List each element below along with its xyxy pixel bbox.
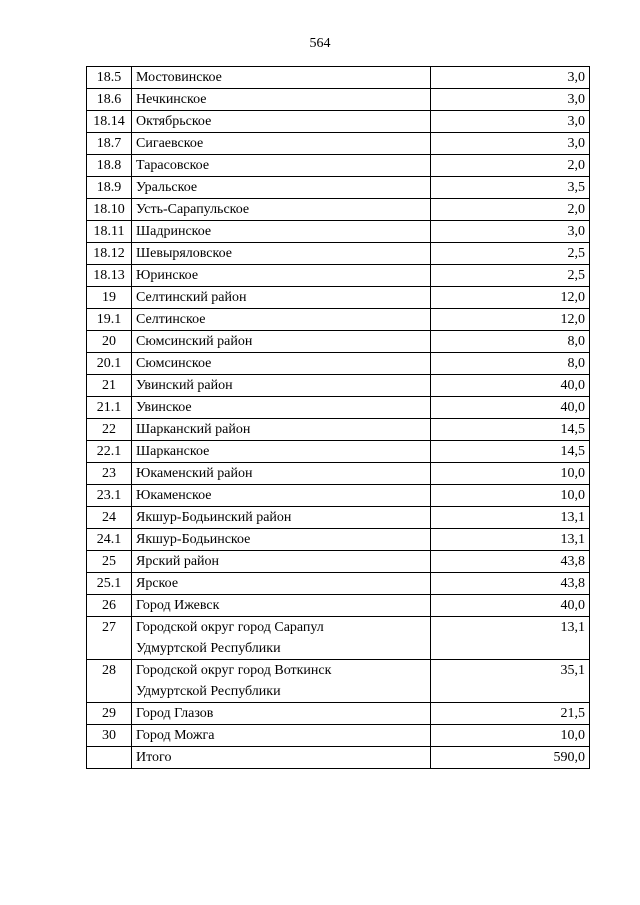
allocation-table [86,66,590,769]
row-value: 3,0 [431,89,590,111]
row-name [132,551,431,573]
table-row [87,309,590,331]
row-number: 20.1 [87,353,132,375]
row-name-line: Шевыряловское [136,246,232,261]
row-name-line: Удмуртской Республики [136,641,281,656]
row-name [132,375,431,397]
row-name-line: Сюмсинский район [136,334,253,349]
row-number: 18.8 [87,155,132,177]
row-number: 18.9 [87,177,132,199]
row-name [132,441,431,463]
row-number: 18.11 [87,221,132,243]
row-value: 40,0 [431,375,590,397]
row-value: 2,0 [431,199,590,221]
page-number: 564 [309,36,331,51]
row-number: 22.1 [87,441,132,463]
row-name-line: Ярское [136,576,179,591]
row-name [132,331,431,353]
row-name-line: Тарасовское [136,158,210,173]
row-name-line: Город Ижевск [136,598,220,613]
row-number: 19 [87,287,132,309]
row-name [132,243,431,265]
table-row [87,331,590,353]
row-name [132,287,431,309]
table-row [87,660,590,703]
row-value: 3,0 [431,67,590,89]
row-name-line: Селтинское [136,312,206,327]
row-name [132,199,431,221]
row-value: 13,1 [431,529,590,551]
row-name [132,67,431,89]
table-row [87,375,590,397]
row-name-line: Увинский район [136,378,233,393]
table-row [87,507,590,529]
table-row [87,595,590,617]
row-name [132,89,431,111]
row-value: 2,5 [431,243,590,265]
row-value: 35,1 [431,660,590,703]
table-row [87,199,590,221]
row-name-line: Город Глазов [136,706,214,721]
row-name [132,463,431,485]
row-name [132,155,431,177]
row-name [132,419,431,441]
row-value: 3,0 [431,111,590,133]
row-name-line: Якшур-Бодьинское [136,532,251,547]
row-value: 10,0 [431,725,590,747]
row-name-line: Сигаевское [136,136,204,151]
table-row [87,703,590,725]
table-row [87,463,590,485]
row-name-line: Усть-Сарапульское [136,202,250,217]
table-row [87,221,590,243]
table-row [87,89,590,111]
row-value: 3,0 [431,221,590,243]
row-value: 43,8 [431,551,590,573]
table-row [87,397,590,419]
row-name [132,111,431,133]
row-number: 18.7 [87,133,132,155]
row-name-line: Юкаменский район [136,466,253,481]
row-name-line: Мостовинское [136,70,222,85]
row-name [132,725,431,747]
row-value: 3,5 [431,177,590,199]
row-name-line: Удмуртской Республики [136,684,281,699]
row-name [132,529,431,551]
row-name [132,133,431,155]
row-number: 27 [87,617,132,660]
row-number [87,747,132,769]
row-value: 40,0 [431,397,590,419]
row-name-line: Шарканский район [136,422,251,437]
row-name-line: Городской округ город Сарапул [136,620,324,635]
row-value: 14,5 [431,419,590,441]
row-value: 14,5 [431,441,590,463]
table-row [87,177,590,199]
row-number: 23.1 [87,485,132,507]
row-name-line: Юринское [136,268,199,283]
row-name-line: Городской округ город Воткинск [136,663,332,678]
row-number: 28 [87,660,132,703]
row-name-line: Ярский район [136,554,220,569]
row-name-line: Шадринское [136,224,212,239]
row-name [132,507,431,529]
row-name [132,221,431,243]
row-name [132,617,431,660]
table-row [87,529,590,551]
row-name [132,309,431,331]
table-row [87,747,590,769]
row-name-line: Селтинский район [136,290,247,305]
table-row [87,265,590,287]
row-number: 18.6 [87,89,132,111]
row-number: 26 [87,595,132,617]
row-number: 24.1 [87,529,132,551]
row-value: 13,1 [431,617,590,660]
row-name-line: Шарканское [136,444,210,459]
row-number: 18.5 [87,67,132,89]
row-number: 19.1 [87,309,132,331]
row-value: 2,5 [431,265,590,287]
row-name [132,660,431,703]
row-name [132,595,431,617]
table-row [87,67,590,89]
table-row [87,155,590,177]
row-value: 8,0 [431,353,590,375]
table-body [87,67,590,769]
row-value: 12,0 [431,287,590,309]
table-row [87,353,590,375]
table-row [87,243,590,265]
row-value: 10,0 [431,485,590,507]
table-row [87,485,590,507]
table-row [87,573,590,595]
row-number: 18.10 [87,199,132,221]
row-name [132,265,431,287]
row-value: 3,0 [431,133,590,155]
row-name-line: Октябрьское [136,114,212,129]
row-name-line: Якшур-Бодьинский район [136,510,292,525]
row-value: 21,5 [431,703,590,725]
row-number: 23 [87,463,132,485]
row-number: 18.14 [87,111,132,133]
row-value: 2,0 [431,155,590,177]
row-value: 10,0 [431,463,590,485]
row-name-line: Город Можга [136,728,215,743]
row-number: 21.1 [87,397,132,419]
row-number: 22 [87,419,132,441]
row-number: 25.1 [87,573,132,595]
row-value: 43,8 [431,573,590,595]
row-number: 29 [87,703,132,725]
row-name-line: Юкаменское [136,488,212,503]
row-number: 18.12 [87,243,132,265]
row-number: 18.13 [87,265,132,287]
row-value: 590,0 [431,747,590,769]
row-name [132,353,431,375]
table-row [87,441,590,463]
row-name [132,177,431,199]
table-row [87,133,590,155]
row-number: 21 [87,375,132,397]
row-name-line: Итого [136,750,172,765]
row-name [132,573,431,595]
row-name [132,703,431,725]
table-row [87,551,590,573]
table-row [87,287,590,309]
table-row [87,419,590,441]
row-value: 13,1 [431,507,590,529]
row-name-line: Сюмсинское [136,356,212,371]
table-row [87,725,590,747]
row-value: 8,0 [431,331,590,353]
row-number: 20 [87,331,132,353]
row-number: 30 [87,725,132,747]
table-row [87,111,590,133]
row-name [132,397,431,419]
row-number: 24 [87,507,132,529]
row-number: 25 [87,551,132,573]
row-name-line: Нечкинское [136,92,207,107]
row-name [132,485,431,507]
row-value: 12,0 [431,309,590,331]
row-name-line: Увинское [136,400,192,415]
row-name [132,747,431,769]
row-name-line: Уральское [136,180,198,195]
row-value: 40,0 [431,595,590,617]
table-row [87,617,590,660]
